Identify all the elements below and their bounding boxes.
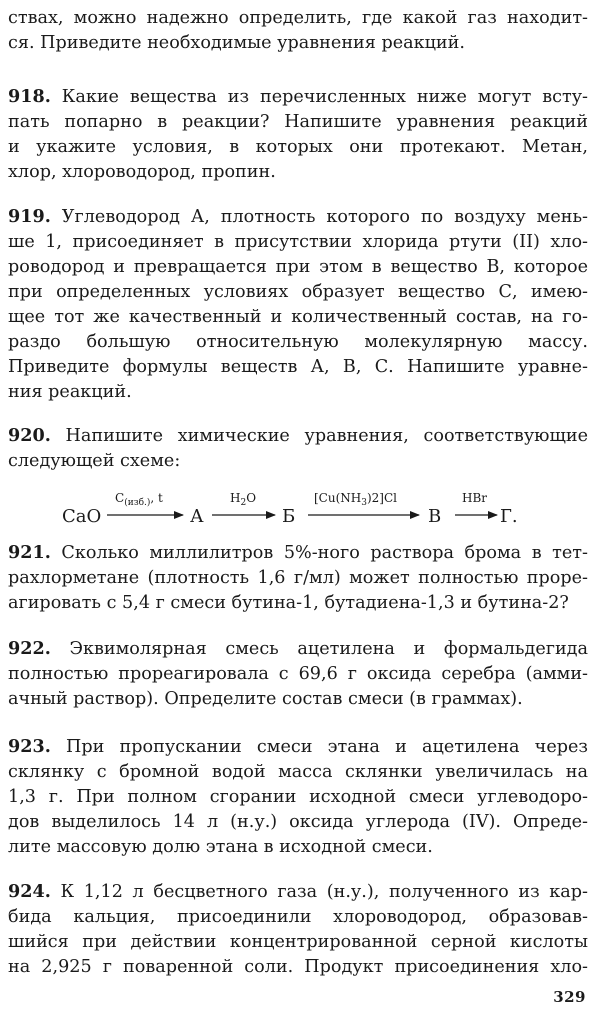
problem-number: 923. [8, 736, 51, 757]
text-line: на 2,925 г поваренной соли. Продукт присоединения хло- [8, 957, 588, 977]
text-line: ся. Приведите необходимые уравнения реакций. [8, 33, 465, 53]
problem-number: 924. [8, 881, 51, 902]
problem-text: К 1,12 л бесцветного газа (н.у.), полученного из кар- [50, 882, 588, 902]
text-line: склянку с бромной водой масса склянки увеличилась на [8, 762, 588, 782]
text-line: ния реакций. [8, 382, 132, 402]
reaction-scheme [0, 478, 600, 528]
page-number: 329 [553, 988, 586, 1006]
product-d: Г. [500, 506, 518, 527]
problem-text: Напишите химические уравнения, соответствующие [50, 426, 588, 446]
product-a: А [190, 506, 204, 527]
text-line: бида кальция, присоединили хлороводород, образовав- [8, 907, 588, 927]
problem-922-line [8, 637, 588, 661]
product-b: Б [282, 506, 296, 527]
problem-918-line [8, 85, 588, 109]
problem-number: 918. [8, 86, 51, 107]
text-line: полностью прореагировала с 69,6 г оксида серебра (амми- [8, 664, 588, 684]
problem-919-line [8, 205, 588, 229]
text-line: хлор, хлороводород, пропин. [8, 162, 276, 182]
problem-text: Углеводород А, плотность которого по воздуху мень- [50, 207, 588, 227]
text-line: следующей схеме: [8, 451, 181, 471]
text-line: и укажите условия, в которых они протекают. Метан, [8, 137, 588, 157]
problem-text: При пропускании смеси этана и ацетилена через [50, 737, 588, 757]
text-line: шийся при действии концентрированной серной кислоты [8, 932, 588, 952]
problem-number: 919. [8, 206, 51, 227]
scheme-start: CaO [62, 506, 102, 527]
problem-920-line [8, 424, 588, 448]
problem-number: 922. [8, 638, 51, 659]
text-line: щее тот же качественный и количественный состав, на го- [8, 307, 588, 327]
text-line: рахлорметане (плотность 1,6 г/мл) может полностью проре- [8, 568, 588, 588]
problem-number: 921. [8, 542, 51, 563]
problem-number: 920. [8, 425, 51, 446]
reagent-label: $C_{(изб.)}$, t [115, 491, 163, 508]
reagent-label: $[Cu(NH_3)2]Cl$ [314, 491, 398, 508]
text-line: 1,3 г. При полном сгорании исходной смеси углеводоро- [8, 787, 588, 807]
text-line: ствах, можно надежно определить, где какой газ находит- [8, 8, 588, 28]
problem-text: Какие вещества из перечисленных ниже могут всту- [50, 87, 588, 107]
reagent-label: $H_2O$ [230, 491, 257, 508]
text-line: ачный раствор). Определите состав смеси (в граммах). [8, 689, 523, 709]
text-line: роводород и превращается при этом в вещество В, которое [8, 257, 588, 277]
text-line: лите массовую долю этана в исходной смеси. [8, 837, 433, 857]
text-line: агировать с 5,4 г смеси бутина-1, бутадиена-1,3 и бутина-2? [8, 593, 569, 613]
problem-921-line [8, 541, 588, 565]
problem-923-line [8, 735, 588, 759]
text-line: при определенных условиях образует вещество С, имею- [8, 282, 588, 302]
reagent-label: HBr [462, 491, 488, 505]
problem-text: Эквимолярная смесь ацетилена и формальдегида [50, 639, 588, 659]
text-line: дов выделилось 14 л (н.у.) оксида углерода (IV). Опреде- [8, 812, 588, 832]
problem-text: Сколько миллилитров 5%-ного раствора брома в тет- [50, 543, 588, 563]
problem-924-line [8, 880, 588, 904]
text-line: ше 1, присоединяет в присутствии хлорида ртути (II) хло- [8, 232, 588, 252]
product-c: В [428, 506, 442, 527]
text-line: Приведите формулы веществ А, В, С. Напишите уравне- [8, 357, 588, 377]
text-line: пать попарно в реакции? Напишите уравнения реакций [8, 112, 588, 132]
text-line: раздо большую относительную молекулярную массу. [8, 332, 588, 352]
